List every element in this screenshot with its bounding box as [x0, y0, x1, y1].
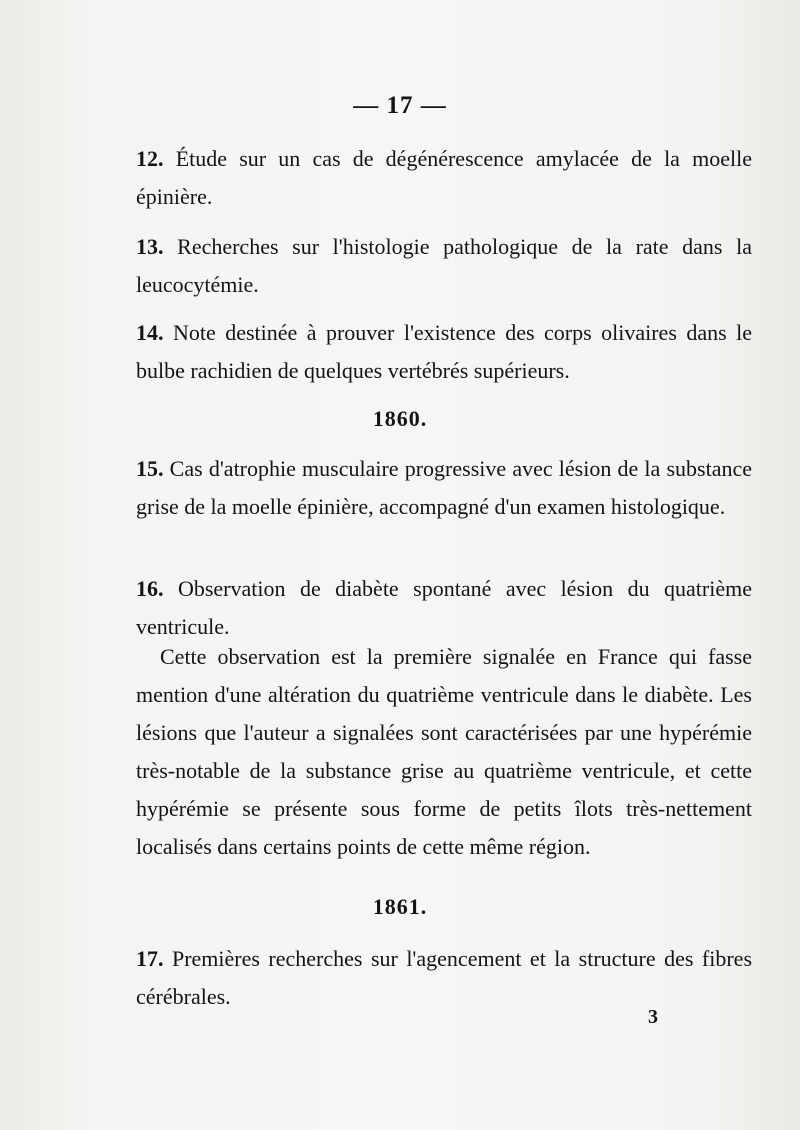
- entry-number: 12.: [136, 146, 164, 171]
- entry-number: 13.: [136, 234, 164, 259]
- year-heading-1860: 1860.: [372, 406, 428, 431]
- entry-text: Premières recherches sur l'agencement et la structure des fibres cérébrales.: [136, 946, 753, 1009]
- entry-number: 16.: [136, 576, 164, 601]
- entry-text: Étude sur un cas de dégénérescence amylacée de la moelle épinière.: [136, 146, 752, 209]
- entry-text: Note destinée à prouver l'existence des corps olivaires dans le bulbe rachidien de quelques vertébrés supérieurs.: [136, 320, 752, 383]
- entry-17: [136, 940, 752, 1016]
- entry-15: [136, 450, 752, 526]
- entry-text: Cas d'atrophie musculaire progressive avec lésion de la substance grise de la moelle épinière, accompagné d'un examen histologique.: [136, 456, 753, 519]
- entry-14: [136, 314, 752, 390]
- entry-12: [136, 140, 752, 216]
- observation-paragraph: Cette observation est la première signalée en France qui fasse mention d'une altération du quatrième ventricule dans le diabète. Les lésions que l'auteur a signalées sont caractérisées par une hypérémie très-notable de la substance grise au quatrième ventricule, et cette hypérémie se présente sous forme de petits îlots très-nettement localisés dans certains points de cette même région.: [136, 644, 752, 859]
- entry-number: 14.: [136, 320, 164, 345]
- entry-16: [136, 570, 752, 646]
- page-number: — 17 —: [353, 92, 447, 119]
- entry-number: 17.: [136, 946, 164, 971]
- entry-text: Recherches sur l'histologie pathologique de la rate dans la leucocytémie.: [136, 234, 752, 297]
- entry-number: 15.: [136, 456, 164, 481]
- signature-mark: 3: [648, 1006, 658, 1028]
- entry-13: [136, 228, 752, 304]
- entry-text: Observation de diabète spontané avec lésion du quatrième ventricule.: [136, 576, 752, 639]
- year-heading-1861: 1861.: [372, 894, 428, 919]
